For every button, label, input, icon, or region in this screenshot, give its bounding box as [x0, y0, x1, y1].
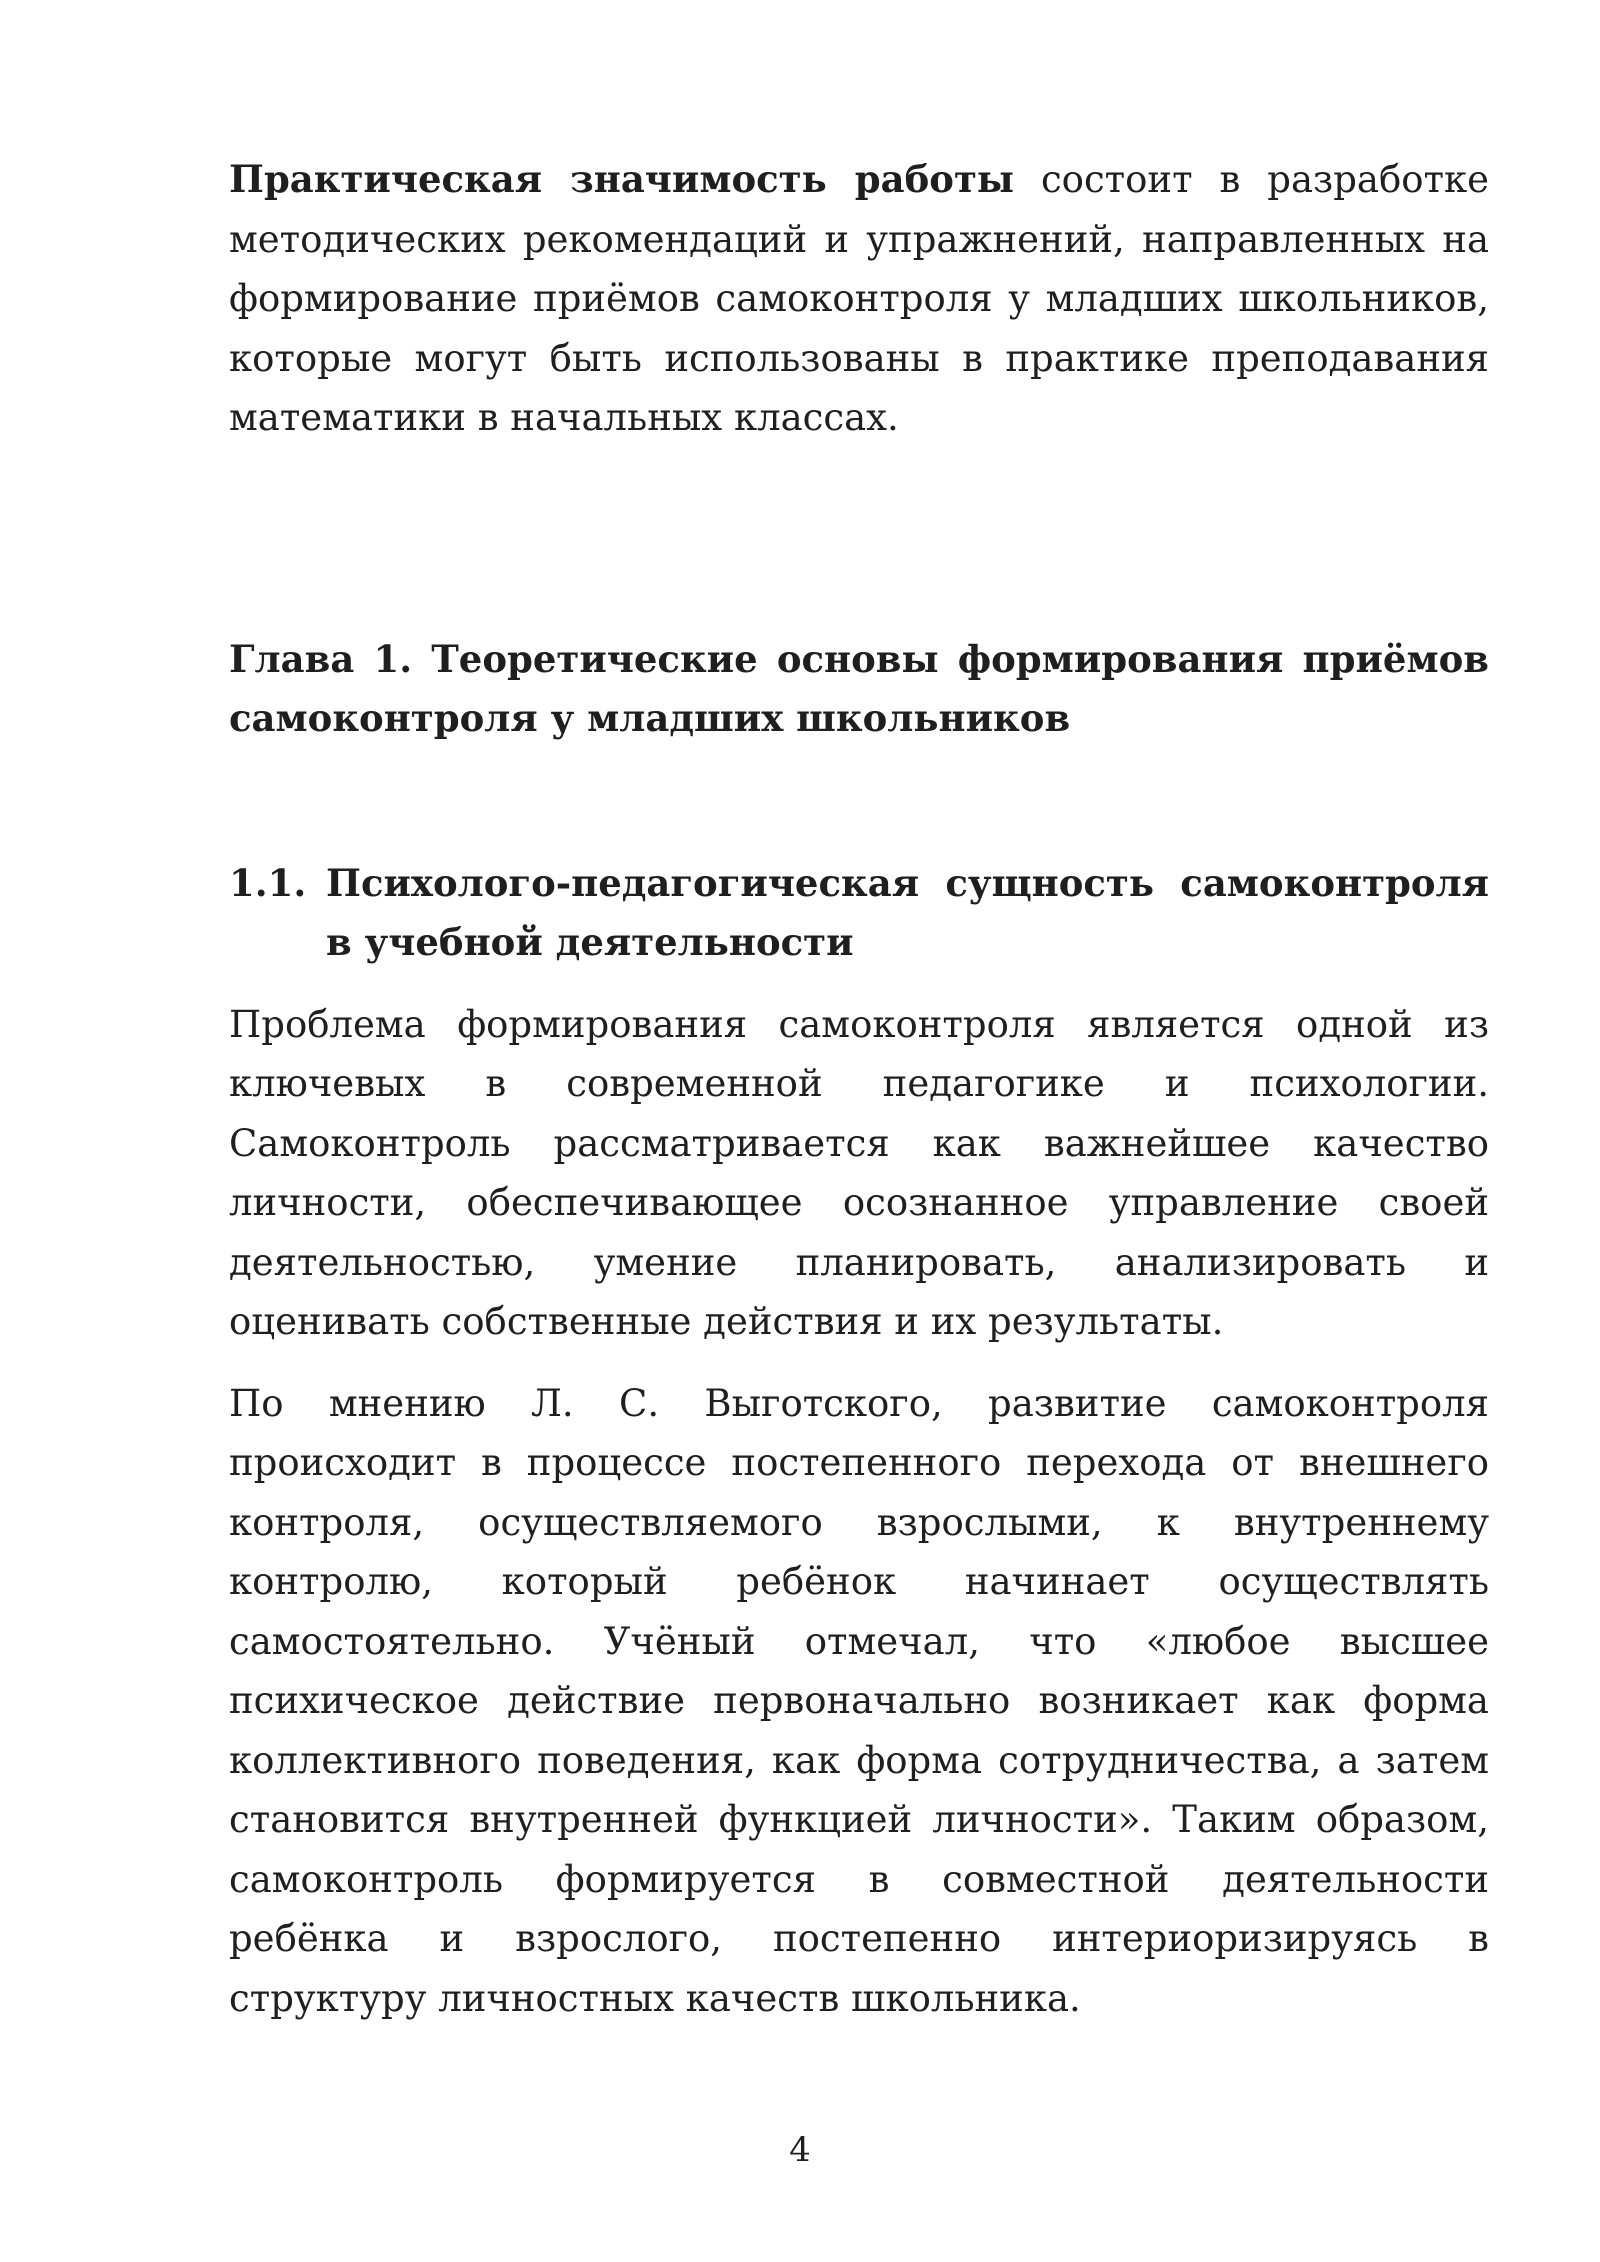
practical-significance-text: состоит в разработке методических рекомендаций и упражнений, направленных на формирование приёмов самоконтроля у младших школьников, которые могут быть использованы в практике преподавания математики в начальных классах. [229, 158, 1489, 439]
page-number: 4 [789, 2130, 811, 2170]
section-heading [229, 854, 1489, 973]
section-title: Психолого-педагогическая сущность самоконтроля в учебной деятельности [326, 860, 1489, 964]
document-page [229, 150, 1489, 2028]
practical-significance-paragraph [229, 150, 1489, 448]
body-paragraph: По мнению Л. С. Выготского, развитие самоконтроля происходит в процессе постепенного перехода от внешнего контроля, осуществляемого взрослыми, к внутреннему контролю, который ребёнок начинает осуществлять самостоятельно. Учёный отмечал, что «любое высшее психическое действие первоначально возникает как форма коллективного поведения, как форма сотрудничества, а затем становится внутренней функцией личности». Таким образом, самоконтроль формируется в совместной деятельности ребёнка и взрослого, постепенно интериоризируясь в структуру личностных качеств школьника. [229, 1381, 1489, 2020]
practical-significance-lead: Практическая значимость работы [229, 157, 1014, 201]
body-paragraph: Проблема формирования самоконтроля является одной из ключевых в современной педагогике и психологии. Самоконтроль рассматривается как важнейшее качество личности, обеспечивающее осознанное управление своей деятельностью, умение планировать, анализировать и оценивать собственные действия и их результаты. [229, 1002, 1489, 1343]
chapter-title: Глава 1. Теоретические основы формирования приёмов самоконтроля у младших школьников [229, 636, 1489, 740]
section-number: 1.1. [229, 860, 307, 905]
